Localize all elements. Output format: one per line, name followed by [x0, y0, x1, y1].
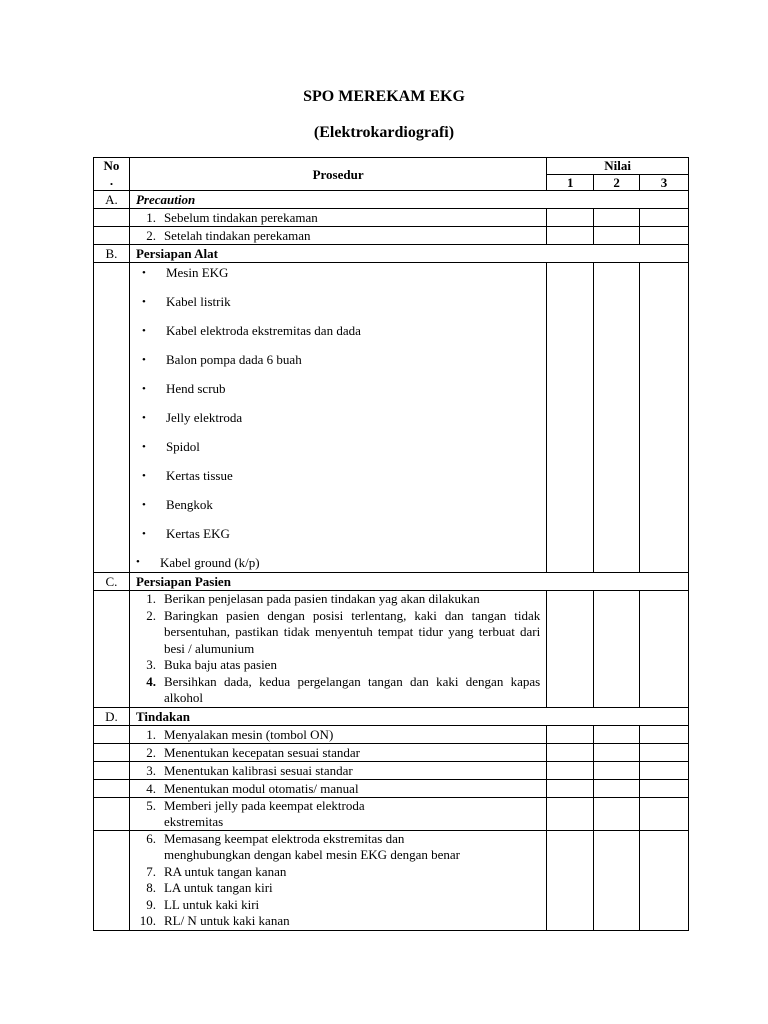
score-cell[interactable]	[640, 761, 689, 779]
list-item: • Kabel ground (k/p)	[135, 555, 260, 570]
procedure-step: 1. Sebelum tindakan perekaman	[129, 209, 546, 227]
score-cell[interactable]	[547, 830, 594, 930]
section-code: A.	[94, 191, 130, 209]
section-code: D.	[94, 707, 130, 725]
table-row	[94, 227, 689, 245]
score-cell[interactable]	[594, 263, 640, 573]
list-item: • Kabel listrik	[141, 294, 231, 309]
score-cell[interactable]	[547, 263, 594, 573]
procedure-table	[93, 157, 689, 931]
table-row	[94, 779, 689, 797]
bullet-icon: •	[141, 441, 146, 453]
score-cell[interactable]	[594, 761, 640, 779]
header-score-1: 1	[547, 175, 594, 191]
procedure-step: 1. Menyalakan mesin (tombol ON)	[129, 725, 546, 743]
table-row	[94, 797, 689, 830]
section-row	[94, 191, 689, 209]
score-cell[interactable]	[640, 830, 689, 930]
score-cell[interactable]	[547, 227, 594, 245]
section-title: Persiapan Pasien	[129, 573, 688, 591]
procedure-step: 4. Menentukan modul otomatis/ manual	[129, 779, 546, 797]
list-item: 2. Baringkan pasien dengan posisi terlentang, kaki dan tangan tidak bersentuhan, pastikan tidak menyentuh tempat tidur yang terbuat dari besi / alumunium	[146, 607, 541, 656]
score-cell[interactable]	[640, 263, 689, 573]
procedure-step: 2. Menentukan kecepatan sesuai standar	[129, 743, 546, 761]
procedure-step: 2. Setelah tindakan perekaman	[129, 227, 546, 245]
list-item: • Kertas EKG	[141, 526, 230, 541]
section-title: Persiapan Alat	[129, 245, 688, 263]
score-cell[interactable]	[640, 725, 689, 743]
score-cell[interactable]	[547, 743, 594, 761]
list-item: • Hend scrub	[141, 381, 226, 396]
bullet-icon: •	[141, 528, 146, 540]
bullet-icon: •	[141, 383, 146, 395]
procedure-step: 3. Menentukan kalibrasi sesuai standar	[129, 761, 546, 779]
table-row	[94, 209, 689, 227]
score-cell[interactable]	[640, 779, 689, 797]
list-item: • Mesin EKG	[141, 265, 229, 280]
section-code: C.	[94, 573, 130, 591]
list-item: 1. Berikan penjelasan pada pasien tindakan yag akan dilakukan	[146, 591, 480, 606]
list-item: • Spidol	[141, 439, 200, 454]
table-row	[94, 591, 689, 708]
list-item: • Jelly elektroda	[141, 410, 243, 425]
score-cell[interactable]	[594, 743, 640, 761]
table-row	[94, 830, 689, 930]
list-item: • Kertas tissue	[141, 468, 233, 483]
section-row	[94, 573, 689, 591]
document-subtitle: (Elektrokardiografi)	[313, 124, 455, 141]
section-title: Tindakan	[129, 707, 688, 725]
bullet-icon: •	[141, 267, 146, 279]
section-row	[94, 245, 689, 263]
header-prosedur: Prosedur	[129, 158, 546, 191]
patient-prep-list	[129, 591, 546, 708]
procedure-step: 5. Memberi jelly pada keempat elektroda ekstremitas	[129, 797, 546, 830]
bullet-icon: •	[141, 296, 146, 308]
list-item: 3. Buka baju atas pasien	[146, 657, 277, 672]
bullet-icon: •	[141, 354, 146, 366]
header-row	[94, 158, 689, 175]
table-row	[94, 725, 689, 743]
bullet-icon: •	[141, 470, 146, 482]
score-cell[interactable]	[640, 743, 689, 761]
table-row	[94, 263, 689, 573]
bullet-icon: •	[141, 499, 146, 511]
header-nilai: Nilai	[547, 158, 689, 175]
procedure-step: 6. Memasang keempat elektroda ekstremitas dan menghubungkan dengan kabel mesin EKG dengan benar 7. RA untuk tangan kanan 8. LA untuk tangan kiri 9. LL untuk kaki kiri 10. RL/ N untuk kaki kanan	[129, 830, 546, 930]
bullet-icon: •	[135, 556, 140, 568]
section-title: Precaution	[129, 191, 688, 209]
score-cell[interactable]	[640, 591, 689, 708]
score-cell[interactable]	[594, 779, 640, 797]
score-cell[interactable]	[547, 725, 594, 743]
list-item: • Kabel elektroda ekstremitas dan dada	[141, 323, 361, 338]
section-row	[94, 707, 689, 725]
list-item: • Balon pompa dada 6 buah	[141, 352, 302, 367]
score-cell[interactable]	[640, 227, 689, 245]
score-cell[interactable]	[547, 797, 594, 830]
bullet-icon: •	[141, 412, 146, 424]
score-cell[interactable]	[594, 797, 640, 830]
document-title: SPO MEREKAM EKG	[303, 88, 465, 105]
score-cell[interactable]	[594, 227, 640, 245]
header-no	[94, 158, 130, 191]
header-no-dot: .	[109, 173, 114, 188]
list-item: 4. Bersihkan dada, kedua pergelangan tangan dan kaki dengan kapas alkohol	[146, 673, 541, 705]
score-cell[interactable]	[594, 725, 640, 743]
score-cell[interactable]	[547, 779, 594, 797]
score-cell[interactable]	[594, 830, 640, 930]
header-score-3: 3	[640, 175, 689, 191]
table-row	[94, 743, 689, 761]
list-item: • Bengkok	[141, 497, 213, 512]
score-cell[interactable]	[547, 209, 594, 227]
header-no-label: No	[103, 158, 120, 173]
section-code: B.	[94, 245, 130, 263]
score-cell[interactable]	[594, 209, 640, 227]
equipment-list	[129, 263, 546, 573]
bullet-icon: •	[141, 325, 146, 337]
score-cell[interactable]	[640, 797, 689, 830]
score-cell[interactable]	[547, 761, 594, 779]
header-score-2: 2	[594, 175, 640, 191]
score-cell[interactable]	[594, 591, 640, 708]
score-cell[interactable]	[640, 209, 689, 227]
score-cell[interactable]	[547, 591, 594, 708]
table-row	[94, 761, 689, 779]
